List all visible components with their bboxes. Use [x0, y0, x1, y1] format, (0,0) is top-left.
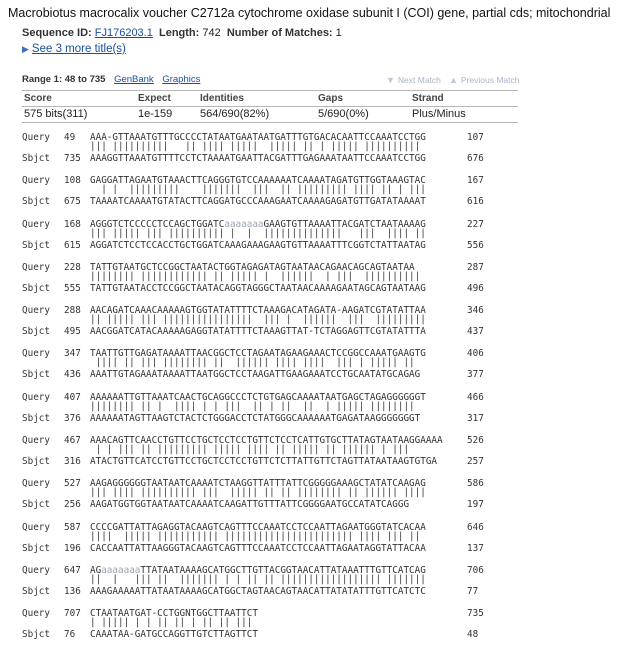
next-match-label: Next Match	[397, 75, 441, 85]
subject-end: 437	[467, 326, 484, 338]
match-line: | | ||||||||| ||||||| ||| || ||||||||| |||| || | |||	[90, 184, 426, 196]
subject-label: Sbjct	[22, 369, 50, 381]
query-label: Query	[22, 391, 50, 403]
subject-sequence: AAATTGTAGAAATAAAATTAATGGCTCCTAAGATTGAAGAAATCCTGCAATATGCAGAG	[90, 369, 421, 381]
subject-start: 495	[64, 326, 81, 338]
previous-match-label: Previous Match	[460, 75, 520, 85]
subject-end: 317	[467, 412, 484, 424]
score-header: Score	[24, 93, 52, 104]
query-sequence: AAA-GTTAAATGTTTGCCCCTATAATGAATAATGATTTGTGACACAATTCCAAATCCTGG	[90, 132, 426, 143]
query-label: Query	[22, 348, 50, 360]
sequence-id-link[interactable]: FJ176203.1	[94, 27, 153, 39]
alignment-stats	[22, 90, 518, 124]
subject-label: Sbjct	[22, 542, 50, 554]
query-end: 586	[467, 478, 484, 490]
gaps-value: 5/690(0%)	[318, 108, 369, 120]
query-label: Query	[22, 564, 50, 576]
subject-sequence: CACCAATTATTAAGGGTACAAGTCAGTTTCCAAATCCTCCAATTAGAATAGGTATTACAA	[90, 542, 426, 554]
strand-header: Strand	[412, 93, 444, 104]
subject-label: Sbjct	[22, 153, 50, 164]
subject-start: 196	[64, 542, 81, 554]
query-sequence: AAGAGGGGGGTAATAATCAAAATCTAAGGTTATTTATTCGGGGGAAAGCTATATCAAGAG	[90, 478, 426, 490]
query-end: 526	[467, 435, 484, 447]
subject-end: 137	[467, 542, 484, 554]
query-start: 407	[64, 391, 81, 403]
subject-end: 676	[467, 153, 484, 164]
subject-sequence: AGGATCTCCTCCACCTGCTGGATCAAAGAAAGAAGTGTTAAAATTTCGGTCTATTAATAG	[90, 239, 426, 251]
matches-value: 1	[335, 27, 342, 39]
match-line: |||| || ||| |||||||| || |||||| |||| |||| ||| | ||||| ||	[90, 357, 421, 369]
subject-start: 735	[64, 153, 81, 164]
subject-sequence: ATACTGTTCATCCTGTTCCTGCTCCTCCTGTTCTCTTATTGTTCTAGTTATAATAAGTGTGA	[90, 456, 438, 468]
expect-value: 1e-159	[138, 108, 173, 120]
length-label: Length:	[158, 27, 200, 39]
match-line: |||||||| |||||||||||| || ||||| | |||||| | ||| ||||||||||	[90, 270, 421, 282]
score-value: 575 bits(311)	[24, 108, 88, 120]
query-end: 346	[467, 305, 484, 317]
sequence-id-label: Sequence ID:	[22, 27, 92, 39]
subject-sequence: AAAGAAAAATTATAATAAAAGCATGGCTAGTAACAGTAACATTATATATTTGTTCATCTC	[90, 585, 426, 597]
subject-label: Sbjct	[22, 196, 50, 208]
subject-sequence: AAGATGGTGGTAATAATCAAAATCAAGATTGTTTATTCGGGGAATGCCATATCAGGG	[90, 499, 410, 511]
query-sequence: TAATTGTTGAGATAAAATTAACGGCTCCTAGAATAGAAGAAACTCCGGCCAAATGAAGTG	[90, 348, 426, 360]
next-match-button[interactable]	[386, 75, 441, 85]
subject-end: 616	[467, 196, 484, 208]
stats-bottom-divider	[22, 122, 518, 123]
match-line: ||| ||||| ||| |||||||||| | | |||||||||||||| ||| |||| ||	[90, 227, 426, 239]
query-end: 735	[467, 608, 484, 620]
graphics-link[interactable]: Graphics	[162, 74, 201, 85]
query-start: 707	[64, 608, 81, 620]
subject-end: 77	[467, 585, 479, 597]
query-sequence: AGGGTCTCCCCCTCCAGCTGGATCaaaaaaaGAAGTGTTAAAATTACGATCTAATAAAAG	[90, 218, 426, 230]
subject-label: Sbjct	[22, 412, 50, 424]
query-start: 347	[64, 348, 81, 360]
subject-sequence: AAAGGTTAAATGTTTTCCTCTAAAATGAATTACGATTTGAGAAATAATTCCAAATCCTGG	[90, 153, 426, 164]
query-start: 587	[64, 521, 81, 533]
query-start: 228	[64, 261, 81, 273]
match-line: ||| |||| |||||||||| ||| ||||| || || |||||||| || |||||| ||||	[90, 487, 426, 499]
query-end: 287	[467, 261, 484, 273]
match-line: |||||||| || | |||| | | ||| || | || || | ||||| ||||||||	[90, 400, 415, 412]
matches-label: Number of Matches:	[226, 27, 333, 39]
query-label: Query	[22, 261, 50, 273]
subject-start: 256	[64, 499, 81, 511]
stats-top-divider	[22, 90, 518, 91]
query-label: Query	[22, 608, 50, 620]
query-end: 406	[467, 348, 484, 360]
query-start: 288	[64, 305, 81, 317]
query-sequence: GAGGATTAGAATGTAAACTTCAGGGTGTCCAAAAAATCAAAATAGATGTTGGTAAAGTAC	[90, 175, 426, 187]
subject-label: Sbjct	[22, 629, 50, 641]
identities-header: Identities	[200, 93, 244, 104]
previous-match-button[interactable]	[449, 75, 520, 85]
strand-value: Plus/Minus	[412, 108, 466, 120]
subject-start: 136	[64, 585, 81, 597]
subject-sequence: AACGGATCATACAAAAAGAGGTATATTTTCTAAAGTTAT-TCTAGGAGTTCGTATATTTA	[90, 326, 426, 338]
query-sequence: AGaaaaaaaTTATAATAAAAGCATGGCTTGTTACGGTAACATTATAAATTTGTTCATCAG	[90, 564, 426, 576]
query-sequence: CTAATAATGAT-CCTGGNTGGCTTAATTCT	[90, 608, 258, 620]
identities-value: 564/690(82%)	[200, 108, 270, 120]
subject-sequence: TAAAATCAAAATGTATACTTCAGGATGCCCAAAGAATCAAAAGAGATGTTGATATAAAAT	[90, 196, 426, 208]
match-line: | | ||| || ||||||||| ||||| |||| || ||||| || |||||| | |||	[90, 444, 421, 456]
subject-end: 257	[467, 456, 484, 468]
query-start: 108	[64, 175, 81, 187]
subject-label: Sbjct	[22, 585, 50, 597]
subject-end: 377	[467, 369, 484, 381]
query-label: Query	[22, 478, 50, 490]
query-end: 227	[467, 218, 484, 230]
query-sequence: TATTGTAATGCTCCGGCTAATACTGGTAGAGATAGTAATAACAGAACAGCAGTAATAA	[90, 261, 415, 273]
subject-sequence: CAAATAA-GATGCCAGGTTGTCTTAGTTCT	[90, 629, 258, 641]
match-line: | ||||| | | || || | || || |||	[90, 617, 258, 629]
query-end: 107	[467, 132, 484, 143]
subject-sequence: AAAAAATAGTTAAGTCTACTCTGGGACCTCTATGGGCAAAAAATGAGATAAGGGGGGGT	[90, 412, 421, 424]
subject-start: 555	[64, 282, 81, 294]
match-line: |||| ||||| ||||||||||| ||||||||||||||||||||||| |||| ||| ||	[90, 530, 421, 542]
expand-triangle-icon: ▶	[22, 44, 29, 54]
subject-start: 316	[64, 456, 81, 468]
sequence-info	[22, 27, 342, 39]
subject-start: 376	[64, 412, 81, 424]
query-end: 706	[467, 564, 484, 576]
query-start: 49	[64, 132, 76, 143]
subject-end: 48	[467, 629, 479, 641]
subject-end: 556	[467, 239, 484, 251]
query-sequence: AACAGATCAAACAAAAAGTGGTATATTTTCTAAAGACATAGATA-AAGATCGTATATTAA	[90, 305, 426, 317]
range-bar	[22, 74, 200, 85]
gaps-header: Gaps	[318, 93, 344, 104]
query-start: 467	[64, 435, 81, 447]
more-titles-toggle[interactable]	[22, 43, 126, 55]
more-titles-link[interactable]: See 3 more title(s)	[31, 43, 126, 55]
match-line: || ||||| ||| |||||||||||||||| ||| | |||||| ||| |||||||||	[90, 314, 426, 326]
query-label: Query	[22, 218, 50, 230]
query-end: 167	[467, 175, 484, 187]
subject-label: Sbjct	[22, 326, 50, 338]
subject-end: 197	[467, 499, 484, 511]
query-sequence: AAACAGTTCAACCTGTTCCTGCTCCTCCTGTTCTCCTCATTGTGCTTATAGTAATAAGGAAAA	[90, 435, 443, 447]
subject-start: 76	[64, 629, 76, 641]
subject-start: 436	[64, 369, 81, 381]
query-label: Query	[22, 435, 50, 447]
up-arrow-icon: ▲	[449, 75, 458, 85]
down-arrow-icon: ▼	[386, 75, 395, 85]
range-label: Range 1: 48 to 735	[22, 74, 106, 85]
query-end: 646	[467, 521, 484, 533]
page-title: Macrobiotus macrocalix voucher C2712a cytochrome oxidase subunit I (COI) gene, partial cds; mitochondrial	[8, 6, 611, 20]
query-start: 168	[64, 218, 81, 230]
query-sequence: AAAAAATTGTTAAATCAACTGCAGGCCCTCTGTGAGCAAAATAATGAGCTAGAGGGGGGT	[90, 391, 426, 403]
query-sequence: CCCCGATTATTAGAGGTACAAGTCAGTTTCCAAATCCTCCAATTAGAATGGGTATCACAA	[90, 521, 426, 533]
subject-label: Sbjct	[22, 239, 50, 251]
length-value: 742	[202, 27, 221, 39]
subject-start: 615	[64, 239, 81, 251]
query-label: Query	[22, 305, 50, 317]
query-start: 647	[64, 564, 81, 576]
genbank-link[interactable]: GenBank	[114, 74, 154, 85]
query-end: 466	[467, 391, 484, 403]
query-label: Query	[22, 521, 50, 533]
match-line: ||| |||||||||| || |||| ||||| ||||| || | ||||| ||||||||||	[90, 141, 421, 152]
subject-label: Sbjct	[22, 499, 50, 511]
query-label: Query	[22, 132, 50, 143]
stats-header-divider	[22, 106, 518, 107]
query-label: Query	[22, 175, 50, 187]
expect-header: Expect	[138, 93, 171, 104]
subject-end: 496	[467, 282, 484, 294]
subject-start: 675	[64, 196, 81, 208]
subject-sequence: TATTGTAATACCTCCGGCTAATACAGGTAGGGCTAATAACAAAAGAATAGCAGTAATAAG	[90, 282, 426, 294]
subject-label: Sbjct	[22, 282, 50, 294]
match-line: || | ||| || ||||||| | | || || |||||||||||||||||| |||||||	[90, 573, 426, 585]
subject-label: Sbjct	[22, 456, 50, 468]
query-start: 527	[64, 478, 81, 490]
